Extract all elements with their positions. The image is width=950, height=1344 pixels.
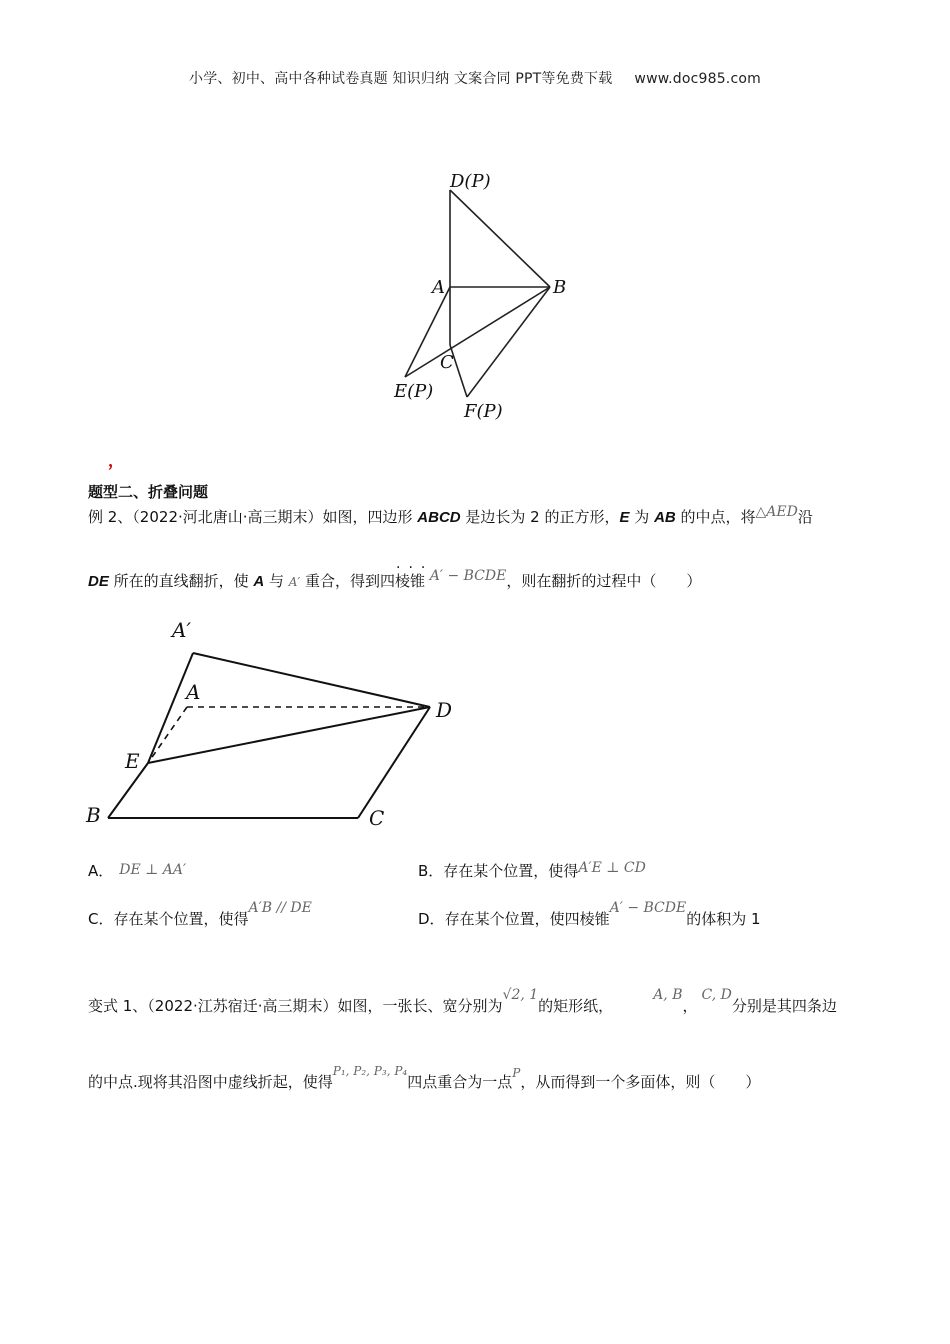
edge-DB [450,190,550,287]
emphasis-dots: ··· [396,560,434,576]
option-D[interactable]: D．存在某个位置，使四棱锥A′ − BCDE的体积为 1 [418,900,761,928]
option-A[interactable]: A． DE ⊥ AA′ [88,862,187,880]
header-text: 小学、初中、高中各种试卷真题 知识归纳 文案合同 PPT等免费下载 [189,71,613,87]
example2-line2: DE 所在的直线翻折，使 A 与 A′ 重合，得到四棱锥 A′ − BCDE，则在翻折的过程中（ ） [88,568,702,590]
label-E: E [125,749,140,773]
edge-FB [467,287,550,397]
label-B: B [553,277,567,298]
math-pyramid: A′ − BCDE [429,568,507,584]
label-C: C [440,352,454,373]
edge-ED [148,707,430,763]
red-comma-mark: ， [108,451,125,470]
math-dims: √2, 1 [502,987,539,1003]
option-B[interactable]: B．存在某个位置，使得A′E ⊥ CD [418,860,646,880]
label-A-prime: A′ [172,618,191,642]
example2-line1: 例 2、（2022·河北唐山·高三期末）如图，四边形 ABCD 是边长为 2 的正方形，E 为 AB 的中点，将△AED沿 [88,504,813,526]
label-A: A [432,277,445,298]
option-C[interactable]: C．存在某个位置，使得A′B // DE [88,900,312,928]
page-header [0,68,950,88]
label-B: B [86,803,101,827]
edge-CD [358,707,430,818]
edge-ApD [193,653,430,707]
label-D: D [436,698,453,722]
math-points: P₁, P₂, P₃, P₄ [332,1064,408,1078]
label-D: D(P) [450,171,491,192]
variant1-line1: 变式 1、（2022·江苏宿迁·高三期末）如图，一张长、宽分别为√2, 1的矩形纸，A, B，C, D分别是其四条边 [88,987,837,1015]
label-C: C [369,806,385,830]
header-url[interactable]: www.doc985.com [634,71,761,87]
section-title: 题型二、折叠问题 [88,483,209,501]
figure-pyramid [80,615,480,835]
variant1-line2: 的中点.现将其沿图中虚线折起，使得$^{P_1, P_2, P_3, P_4}$四点重合为一点$^P$，从而得到一个多面体，则（ ） [88,1064,761,1091]
label-A: A [186,680,201,704]
math-triangle-AED: △AED [755,504,798,520]
label-F: F(P) [464,401,503,422]
label-E: E(P) [394,381,434,402]
figure-folded-triangle [380,165,580,425]
